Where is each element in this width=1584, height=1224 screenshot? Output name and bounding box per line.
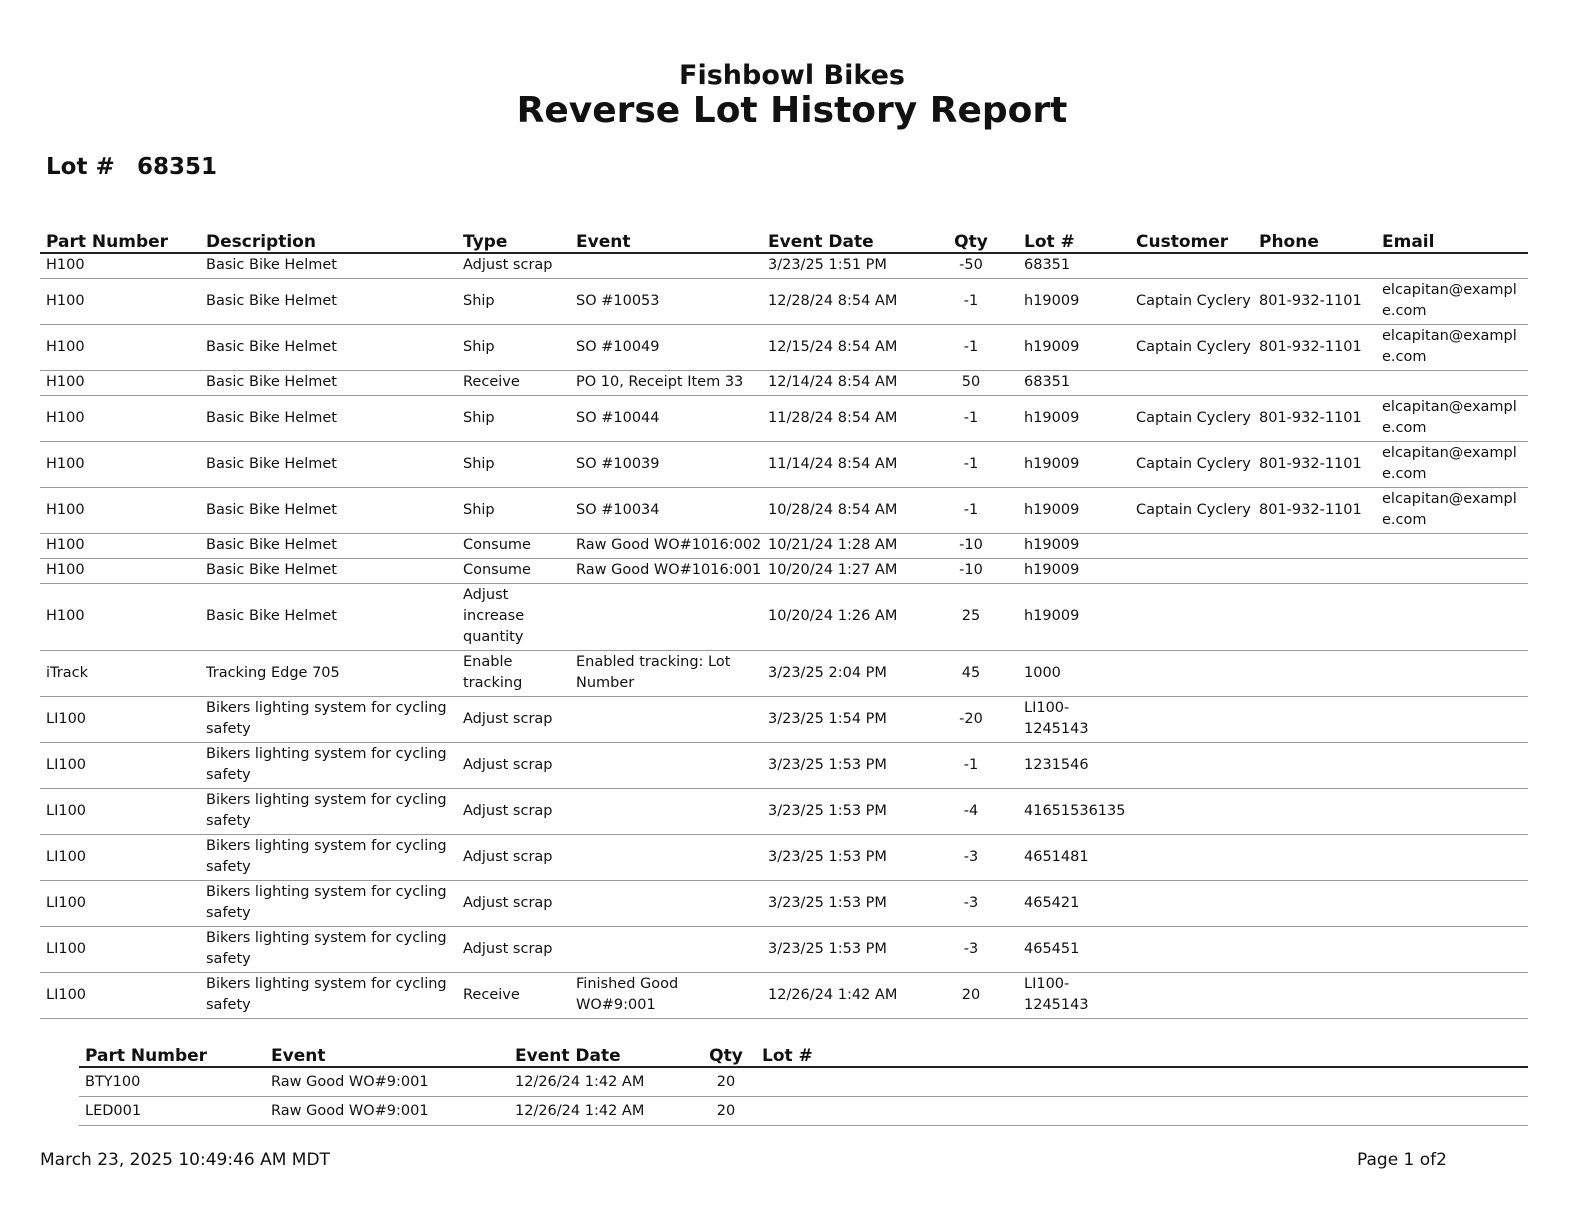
cell-qty: -10 bbox=[924, 534, 1018, 559]
cell-event: Enabled tracking: Lot Number bbox=[570, 651, 762, 697]
cell-phone bbox=[1253, 253, 1376, 279]
cell-lot: 4651481 bbox=[1018, 835, 1130, 881]
cell-part-number: LED001 bbox=[79, 1097, 265, 1126]
cell-phone: 801-932-1101 bbox=[1253, 488, 1376, 534]
cell-customer bbox=[1130, 371, 1253, 396]
cell-type: Ship bbox=[457, 488, 570, 534]
table-row bbox=[40, 325, 1528, 371]
lot-value: 68351 bbox=[137, 154, 218, 180]
cell-part-number: H100 bbox=[40, 534, 200, 559]
cell-event bbox=[570, 743, 762, 789]
cell-type: Consume bbox=[457, 534, 570, 559]
cell-email: elcapitan@exampl e.com bbox=[1376, 488, 1528, 534]
cell-type: Ship bbox=[457, 279, 570, 325]
cell-type: Adjust scrap bbox=[457, 881, 570, 927]
cell-email: elcapitan@exampl e.com bbox=[1376, 279, 1528, 325]
cell-event: Finished Good WO#9:001 bbox=[570, 973, 762, 1019]
cell-email: elcapitan@exampl e.com bbox=[1376, 325, 1528, 371]
cell-email bbox=[1376, 697, 1528, 743]
cell-description: Bikers lighting system for cycling safety bbox=[200, 743, 457, 789]
cell-part-number: LI100 bbox=[40, 973, 200, 1019]
cell-event-date: 10/28/24 8:54 AM bbox=[762, 488, 924, 534]
cell-part-number: H100 bbox=[40, 371, 200, 396]
cell-lot: h19009 bbox=[1018, 534, 1130, 559]
cell-customer bbox=[1130, 651, 1253, 697]
cell-event-date: 3/23/25 1:53 PM bbox=[762, 927, 924, 973]
cell-type: Adjust scrap bbox=[457, 835, 570, 881]
cell-event: Raw Good WO#9:001 bbox=[265, 1097, 509, 1126]
cell-event-date: 3/23/25 2:04 PM bbox=[762, 651, 924, 697]
column-header-description: Description bbox=[200, 230, 457, 253]
cell-description: Tracking Edge 705 bbox=[200, 651, 457, 697]
cell-email: elcapitan@exampl e.com bbox=[1376, 396, 1528, 442]
cell-phone bbox=[1253, 584, 1376, 651]
cell-customer bbox=[1130, 973, 1253, 1019]
cell-lot: 1231546 bbox=[1018, 743, 1130, 789]
cell-part-number: H100 bbox=[40, 442, 200, 488]
cell-part-number: H100 bbox=[40, 396, 200, 442]
cell-event-date: 10/20/24 1:26 AM bbox=[762, 584, 924, 651]
page-number: Page 1 of2 bbox=[1357, 1150, 1447, 1170]
cell-type: Adjust increase quantity bbox=[457, 584, 570, 651]
cell-customer bbox=[1130, 697, 1253, 743]
cell-event-date: 3/23/25 1:51 PM bbox=[762, 253, 924, 279]
cell-qty: -1 bbox=[924, 442, 1018, 488]
cell-customer bbox=[1130, 743, 1253, 789]
cell-customer: Captain Cyclery bbox=[1130, 488, 1253, 534]
cell-part-number: LI100 bbox=[40, 881, 200, 927]
cell-part-number: H100 bbox=[40, 325, 200, 371]
sub-table-header-row bbox=[79, 1044, 1528, 1067]
cell-lot bbox=[756, 1067, 1528, 1097]
table-row bbox=[40, 534, 1528, 559]
cell-qty: -1 bbox=[924, 488, 1018, 534]
cell-email bbox=[1376, 559, 1528, 584]
table-row bbox=[40, 973, 1528, 1019]
cell-part-number: LI100 bbox=[40, 927, 200, 973]
cell-event: Raw Good WO#9:001 bbox=[265, 1067, 509, 1097]
table-row bbox=[40, 584, 1528, 651]
column-header-event-date: Event Date bbox=[509, 1044, 696, 1067]
cell-event bbox=[570, 584, 762, 651]
cell-part-number: LI100 bbox=[40, 835, 200, 881]
cell-customer: Captain Cyclery bbox=[1130, 442, 1253, 488]
cell-event bbox=[570, 789, 762, 835]
cell-event: Raw Good WO#1016:002 bbox=[570, 534, 762, 559]
cell-event-date: 3/23/25 1:53 PM bbox=[762, 835, 924, 881]
cell-description: Basic Bike Helmet bbox=[200, 534, 457, 559]
cell-description: Basic Bike Helmet bbox=[200, 559, 457, 584]
cell-event-date: 3/23/25 1:53 PM bbox=[762, 789, 924, 835]
cell-qty: -1 bbox=[924, 396, 1018, 442]
cell-customer bbox=[1130, 534, 1253, 559]
cell-part-number: iTrack bbox=[40, 651, 200, 697]
cell-description: Basic Bike Helmet bbox=[200, 442, 457, 488]
table-row bbox=[40, 881, 1528, 927]
cell-customer bbox=[1130, 835, 1253, 881]
cell-event-date: 10/21/24 1:28 AM bbox=[762, 534, 924, 559]
cell-part-number: LI100 bbox=[40, 743, 200, 789]
table-row bbox=[40, 371, 1528, 396]
column-header-type: Type bbox=[457, 230, 570, 253]
cell-email bbox=[1376, 371, 1528, 396]
cell-qty: 20 bbox=[696, 1097, 756, 1126]
sub-event-table bbox=[79, 1044, 1528, 1126]
cell-customer bbox=[1130, 789, 1253, 835]
cell-email bbox=[1376, 973, 1528, 1019]
report-title: Reverse Lot History Report bbox=[516, 90, 1068, 131]
cell-event bbox=[570, 927, 762, 973]
cell-type: Receive bbox=[457, 371, 570, 396]
cell-email bbox=[1376, 534, 1528, 559]
cell-event: SO #10049 bbox=[570, 325, 762, 371]
cell-event-date: 11/28/24 8:54 AM bbox=[762, 396, 924, 442]
cell-phone bbox=[1253, 973, 1376, 1019]
table-row bbox=[40, 789, 1528, 835]
column-header-email: Email bbox=[1376, 230, 1528, 253]
cell-description: Basic Bike Helmet bbox=[200, 396, 457, 442]
lot-label: Lot # bbox=[46, 154, 115, 180]
cell-part-number: H100 bbox=[40, 279, 200, 325]
cell-event-date: 12/28/24 8:54 AM bbox=[762, 279, 924, 325]
cell-part-number: LI100 bbox=[40, 789, 200, 835]
cell-lot: h19009 bbox=[1018, 325, 1130, 371]
cell-lot: h19009 bbox=[1018, 396, 1130, 442]
cell-event-date: 11/14/24 8:54 AM bbox=[762, 442, 924, 488]
cell-event: PO 10, Receipt Item 33 bbox=[570, 371, 762, 396]
column-header-phone: Phone bbox=[1253, 230, 1376, 253]
cell-phone: 801-932-1101 bbox=[1253, 279, 1376, 325]
cell-phone bbox=[1253, 743, 1376, 789]
cell-lot: 41651536135 bbox=[1018, 789, 1130, 835]
cell-event-date: 12/15/24 8:54 AM bbox=[762, 325, 924, 371]
cell-email: elcapitan@exampl e.com bbox=[1376, 442, 1528, 488]
table-row bbox=[40, 835, 1528, 881]
cell-phone bbox=[1253, 651, 1376, 697]
table-row bbox=[79, 1067, 1528, 1097]
cell-event bbox=[570, 697, 762, 743]
cell-event-date: 12/26/24 1:42 AM bbox=[509, 1097, 696, 1126]
cell-event: SO #10044 bbox=[570, 396, 762, 442]
cell-lot: h19009 bbox=[1018, 488, 1130, 534]
cell-customer bbox=[1130, 584, 1253, 651]
column-header-part-number: Part Number bbox=[40, 230, 200, 253]
cell-event-date: 12/26/24 1:42 AM bbox=[509, 1067, 696, 1097]
cell-email bbox=[1376, 835, 1528, 881]
table-row bbox=[40, 743, 1528, 789]
column-header-qty: Qty bbox=[924, 230, 1018, 253]
cell-qty: 45 bbox=[924, 651, 1018, 697]
cell-description: Basic Bike Helmet bbox=[200, 279, 457, 325]
table-row bbox=[40, 651, 1528, 697]
cell-description: Basic Bike Helmet bbox=[200, 371, 457, 396]
table-row bbox=[40, 253, 1528, 279]
cell-type: Adjust scrap bbox=[457, 743, 570, 789]
cell-customer: Captain Cyclery bbox=[1130, 396, 1253, 442]
cell-qty: -3 bbox=[924, 927, 1018, 973]
table-row bbox=[40, 697, 1528, 743]
cell-event: SO #10039 bbox=[570, 442, 762, 488]
cell-customer bbox=[1130, 927, 1253, 973]
cell-type: Adjust scrap bbox=[457, 789, 570, 835]
cell-qty: 20 bbox=[924, 973, 1018, 1019]
cell-event bbox=[570, 835, 762, 881]
cell-lot: h19009 bbox=[1018, 442, 1130, 488]
column-header-part-number: Part Number bbox=[79, 1044, 265, 1067]
table-row bbox=[40, 927, 1528, 973]
cell-event bbox=[570, 881, 762, 927]
lot-history-table bbox=[40, 230, 1528, 1019]
table-row bbox=[40, 559, 1528, 584]
cell-description: Bikers lighting system for cycling safety bbox=[200, 973, 457, 1019]
cell-description: Bikers lighting system for cycling safety bbox=[200, 789, 457, 835]
cell-email bbox=[1376, 927, 1528, 973]
cell-event-date: 12/26/24 1:42 AM bbox=[762, 973, 924, 1019]
table-row bbox=[40, 396, 1528, 442]
cell-qty: -20 bbox=[924, 697, 1018, 743]
print-timestamp: March 23, 2025 10:49:46 AM MDT bbox=[40, 1150, 330, 1170]
cell-phone bbox=[1253, 697, 1376, 743]
cell-event: SO #10053 bbox=[570, 279, 762, 325]
cell-event-date: 3/23/25 1:53 PM bbox=[762, 881, 924, 927]
cell-event-date: 3/23/25 1:54 PM bbox=[762, 697, 924, 743]
cell-qty: -1 bbox=[924, 279, 1018, 325]
column-header-qty: Qty bbox=[696, 1044, 756, 1067]
cell-event-date: 10/20/24 1:27 AM bbox=[762, 559, 924, 584]
cell-event-date: 12/14/24 8:54 AM bbox=[762, 371, 924, 396]
cell-customer: Captain Cyclery bbox=[1130, 325, 1253, 371]
cell-lot: h19009 bbox=[1018, 584, 1130, 651]
cell-lot bbox=[756, 1097, 1528, 1126]
cell-customer: Captain Cyclery bbox=[1130, 279, 1253, 325]
cell-lot: h19009 bbox=[1018, 559, 1130, 584]
table-row bbox=[40, 488, 1528, 534]
column-header-customer: Customer bbox=[1130, 230, 1253, 253]
cell-qty: 50 bbox=[924, 371, 1018, 396]
cell-customer bbox=[1130, 253, 1253, 279]
column-header-event-date: Event Date bbox=[762, 230, 924, 253]
cell-type: Ship bbox=[457, 442, 570, 488]
cell-type: Ship bbox=[457, 396, 570, 442]
column-header-event: Event bbox=[570, 230, 762, 253]
table-row bbox=[40, 279, 1528, 325]
cell-qty: -1 bbox=[924, 743, 1018, 789]
cell-description: Bikers lighting system for cycling safety bbox=[200, 835, 457, 881]
cell-email bbox=[1376, 881, 1528, 927]
cell-event-date: 3/23/25 1:53 PM bbox=[762, 743, 924, 789]
cell-type: Enable tracking bbox=[457, 651, 570, 697]
cell-email bbox=[1376, 789, 1528, 835]
cell-email bbox=[1376, 651, 1528, 697]
cell-phone bbox=[1253, 927, 1376, 973]
cell-phone bbox=[1253, 559, 1376, 584]
cell-type: Adjust scrap bbox=[457, 253, 570, 279]
cell-qty: 25 bbox=[924, 584, 1018, 651]
table-row bbox=[79, 1097, 1528, 1126]
cell-part-number: H100 bbox=[40, 488, 200, 534]
cell-phone bbox=[1253, 534, 1376, 559]
cell-part-number: H100 bbox=[40, 253, 200, 279]
cell-lot: 68351 bbox=[1018, 371, 1130, 396]
cell-description: Basic Bike Helmet bbox=[200, 488, 457, 534]
cell-phone bbox=[1253, 371, 1376, 396]
cell-lot: h19009 bbox=[1018, 279, 1130, 325]
cell-description: Basic Bike Helmet bbox=[200, 253, 457, 279]
cell-type: Adjust scrap bbox=[457, 927, 570, 973]
cell-lot: 68351 bbox=[1018, 253, 1130, 279]
cell-phone: 801-932-1101 bbox=[1253, 396, 1376, 442]
cell-customer bbox=[1130, 881, 1253, 927]
cell-type: Ship bbox=[457, 325, 570, 371]
column-header-lot: Lot # bbox=[756, 1044, 1528, 1067]
cell-part-number: H100 bbox=[40, 559, 200, 584]
cell-description: Bikers lighting system for cycling safety bbox=[200, 927, 457, 973]
cell-lot: LI100- 1245143 bbox=[1018, 973, 1130, 1019]
cell-phone bbox=[1253, 881, 1376, 927]
table-header-row bbox=[40, 230, 1528, 253]
cell-part-number: BTY100 bbox=[79, 1067, 265, 1097]
cell-qty: -4 bbox=[924, 789, 1018, 835]
cell-event bbox=[570, 253, 762, 279]
cell-qty: 20 bbox=[696, 1067, 756, 1097]
cell-qty: -3 bbox=[924, 835, 1018, 881]
cell-type: Receive bbox=[457, 973, 570, 1019]
cell-email bbox=[1376, 584, 1528, 651]
cell-lot: 1000 bbox=[1018, 651, 1130, 697]
cell-event: SO #10034 bbox=[570, 488, 762, 534]
cell-description: Bikers lighting system for cycling safety bbox=[200, 697, 457, 743]
cell-customer bbox=[1130, 559, 1253, 584]
cell-qty: -50 bbox=[924, 253, 1018, 279]
cell-description: Bikers lighting system for cycling safety bbox=[200, 881, 457, 927]
cell-phone bbox=[1253, 835, 1376, 881]
cell-qty: -1 bbox=[924, 325, 1018, 371]
cell-type: Consume bbox=[457, 559, 570, 584]
cell-lot: LI100- 1245143 bbox=[1018, 697, 1130, 743]
cell-part-number: H100 bbox=[40, 584, 200, 651]
table-row bbox=[40, 442, 1528, 488]
cell-description: Basic Bike Helmet bbox=[200, 584, 457, 651]
cell-lot: 465451 bbox=[1018, 927, 1130, 973]
cell-qty: -10 bbox=[924, 559, 1018, 584]
cell-phone bbox=[1253, 789, 1376, 835]
column-header-event: Event bbox=[265, 1044, 509, 1067]
cell-email bbox=[1376, 743, 1528, 789]
cell-email bbox=[1376, 253, 1528, 279]
cell-type: Adjust scrap bbox=[457, 697, 570, 743]
cell-qty: -3 bbox=[924, 881, 1018, 927]
cell-lot: 465421 bbox=[1018, 881, 1130, 927]
cell-part-number: LI100 bbox=[40, 697, 200, 743]
cell-event: Raw Good WO#1016:001 bbox=[570, 559, 762, 584]
cell-phone: 801-932-1101 bbox=[1253, 442, 1376, 488]
cell-description: Basic Bike Helmet bbox=[200, 325, 457, 371]
column-header-lot: Lot # bbox=[1018, 230, 1130, 253]
company-name: Fishbowl Bikes bbox=[679, 60, 905, 91]
cell-phone: 801-932-1101 bbox=[1253, 325, 1376, 371]
